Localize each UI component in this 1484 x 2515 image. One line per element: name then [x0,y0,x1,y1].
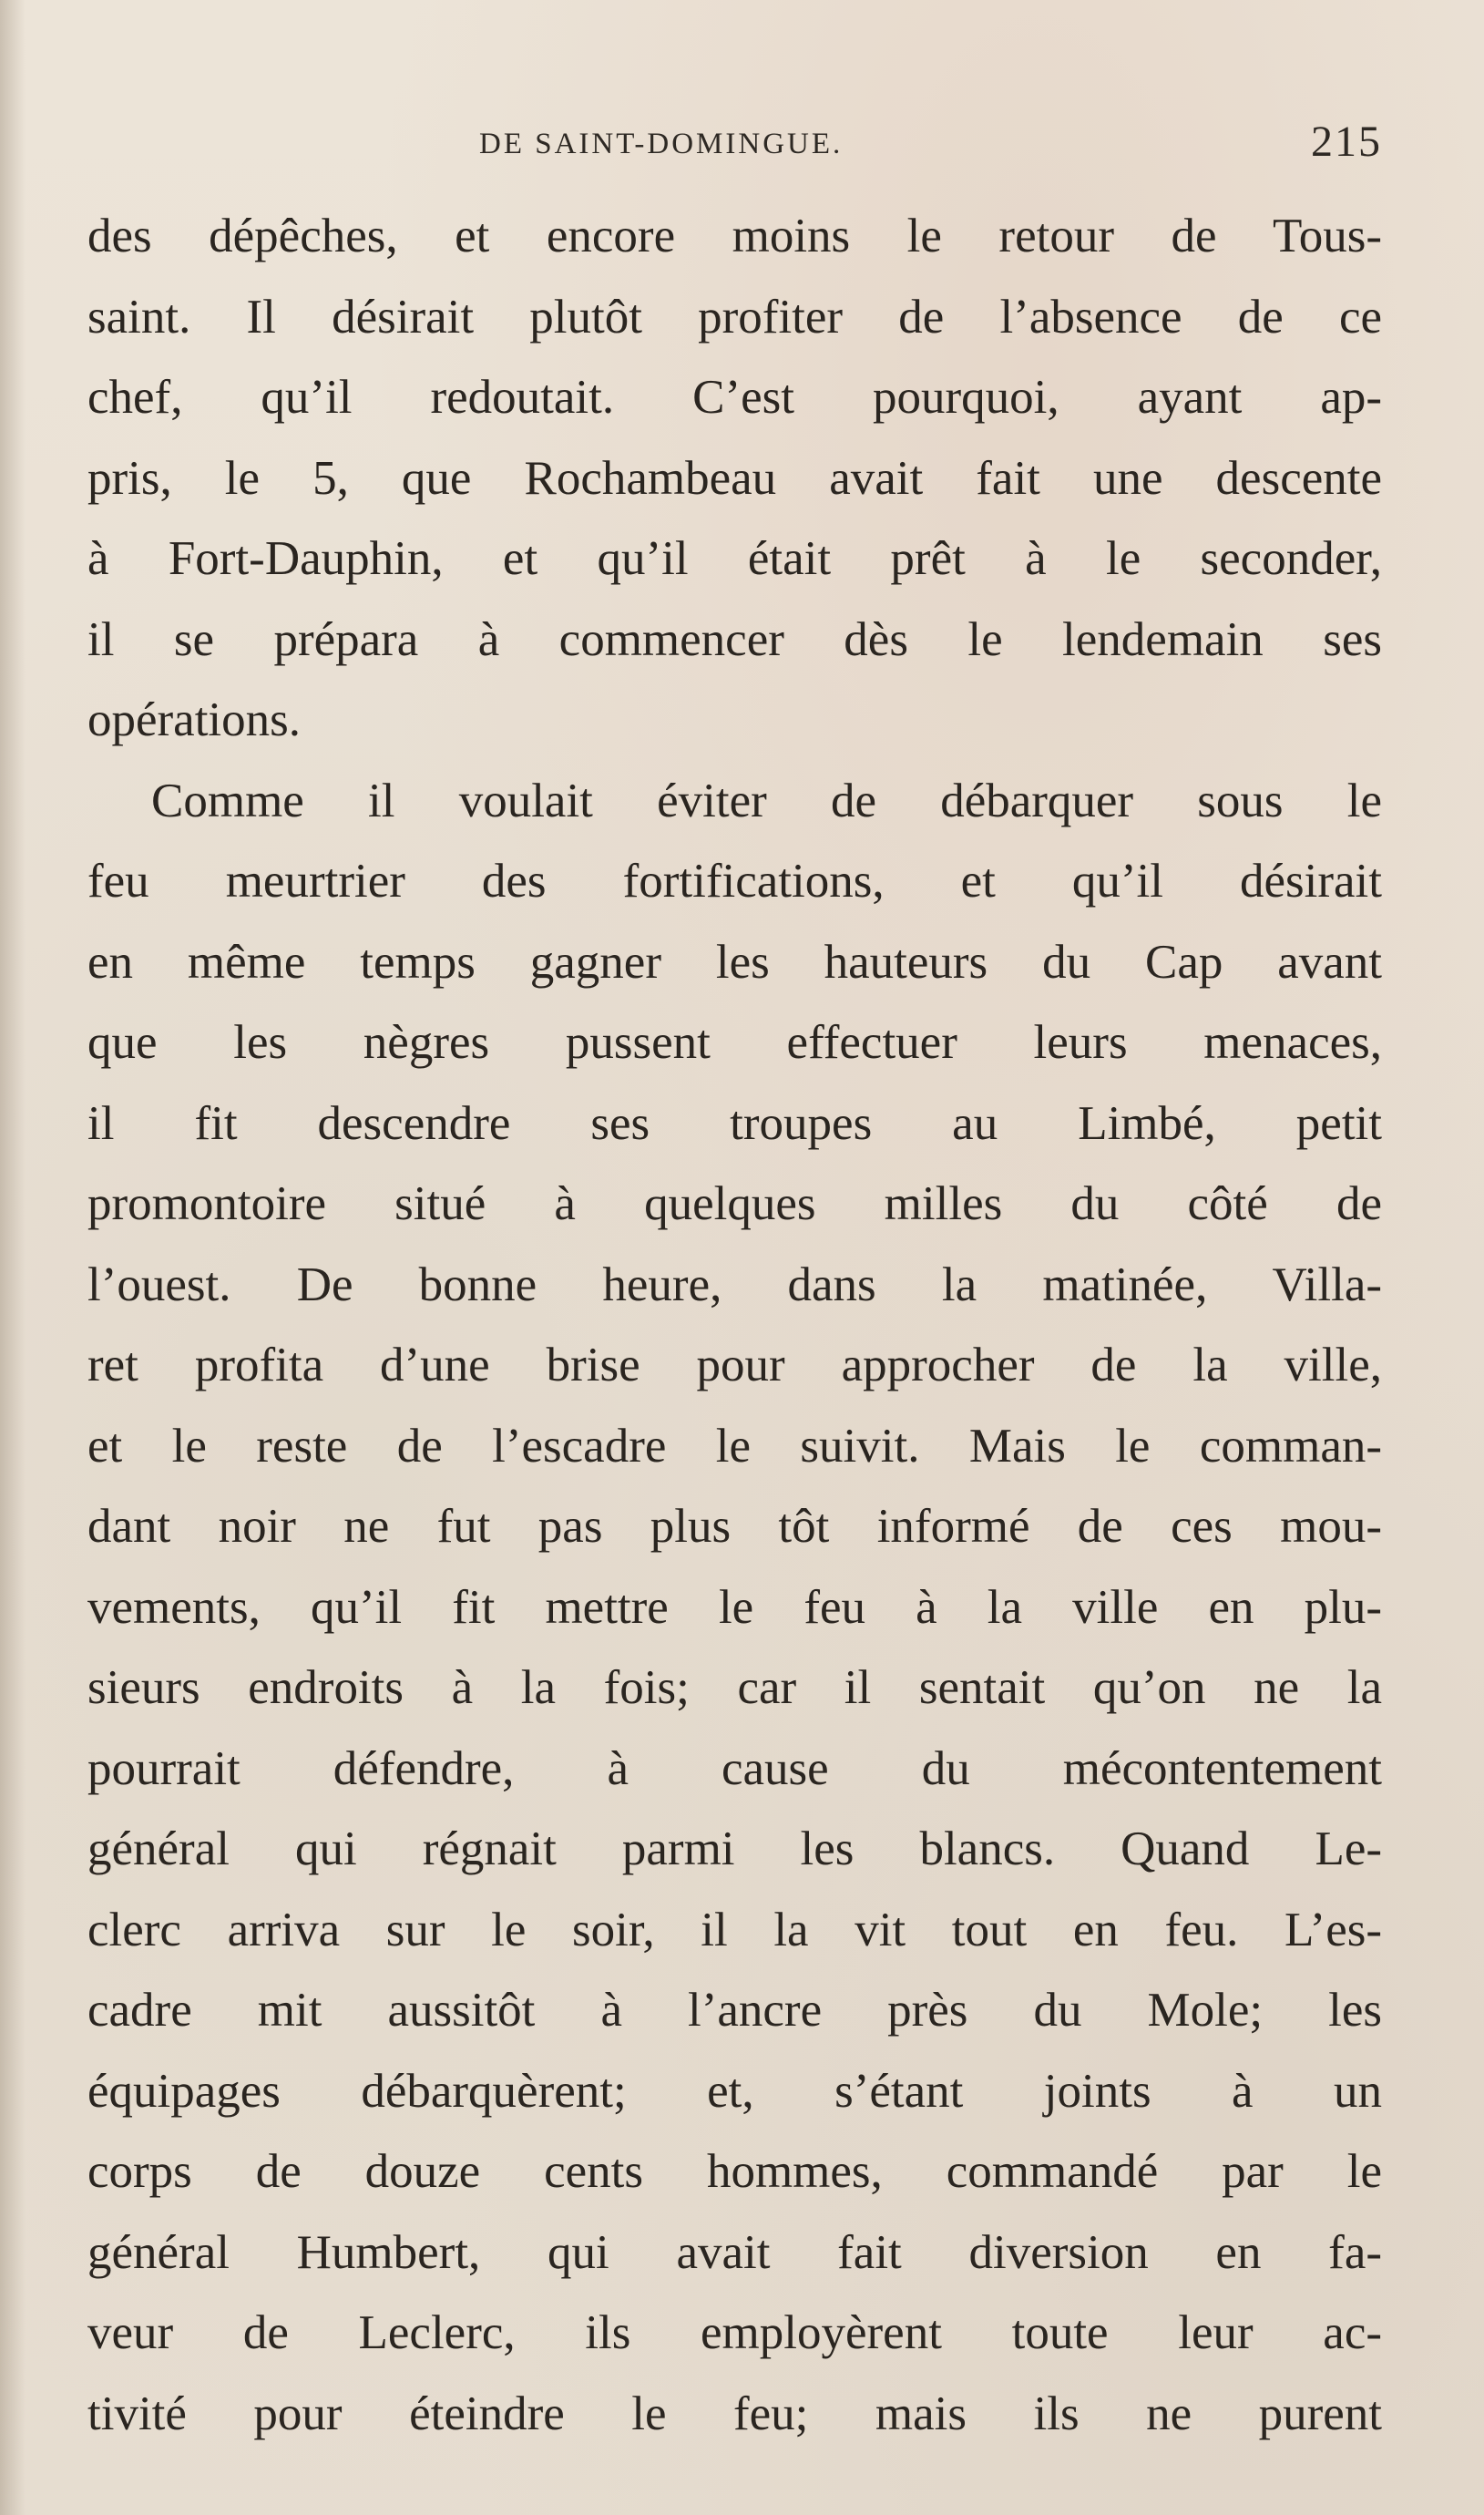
page-header [87,117,1382,180]
text-line: promontoire situé à quelques milles du côté de [87,1177,1382,1230]
text-line: il se prépara à commencer dès le lendemain ses [87,612,1382,666]
text-line: général qui régnait parmi les blancs. Quand Le- [87,1822,1382,1875]
text-line: veur de Leclerc, ils employèrent toute leur ac- [87,2306,1382,2359]
text-line: chef, qu’il redoutait. C’est pourquoi, ayant ap- [87,371,1382,424]
text-line: que les nègres pussent effectuer leurs menaces, [87,1016,1382,1069]
text-line: tivité pour éteindre le feu; mais ils ne purent [87,2387,1382,2440]
paragraph-end-line: opérations. [87,693,302,746]
text-line: pris, le 5, que Rochambeau avait fait une descente [87,451,1382,505]
text-line: sieurs endroits à la fois; car il sentait qu’on ne la [87,1661,1382,1714]
text-line: cadre mit aussitôt à l’ancre près du Mole; les [87,1984,1382,2037]
text-line: il fit descendre ses troupes au Limbé, petit [87,1096,1382,1150]
running-head: DE SAINT-DOMINGUE. [479,128,844,160]
text-line: corps de douze cents hommes, commandé par le [87,2145,1382,2198]
text-line: des dépêches, et encore moins le retour de Tous- [87,210,1382,262]
text-line: et le reste de l’escadre le suivit. Mais le comman- [87,1419,1382,1473]
text-line: saint. Il désirait plutôt profiter de l’absence de ce [87,290,1382,344]
text-line: général Humbert, qui avait fait diversion en fa- [87,2225,1382,2279]
text-line: à Fort-Dauphin, et qu’il était prêt à le seconder, [87,532,1382,585]
page-edge-shadow [0,0,26,2515]
paragraph-start-line: Comme il voulait éviter de débarquer sous le [151,774,1382,827]
page-number: 215 [1311,118,1382,166]
text-line: équipages débarquèrent; et, s’étant joints à un [87,2064,1382,2118]
text-line: en même temps gagner les hauteurs du Cap avant [87,935,1382,989]
body-text [87,196,1382,2454]
text-line: vements, qu’il fit mettre le feu à la ville en plu- [87,1580,1382,1634]
text-line: clerc arriva sur le soir, il la vit tout en feu. L’es- [87,1903,1382,1956]
text-line: l’ouest. De bonne heure, dans la matinée, Villa- [87,1258,1382,1311]
text-line: ret profita d’une brise pour approcher de la ville, [87,1339,1382,1391]
text-line: pourrait défendre, à cause du mécontentement [87,1741,1382,1795]
text-line: dant noir ne fut pas plus tôt informé de ces mou- [87,1500,1382,1553]
text-line: feu meurtrier des fortifications, et qu’il désirait [87,855,1382,908]
